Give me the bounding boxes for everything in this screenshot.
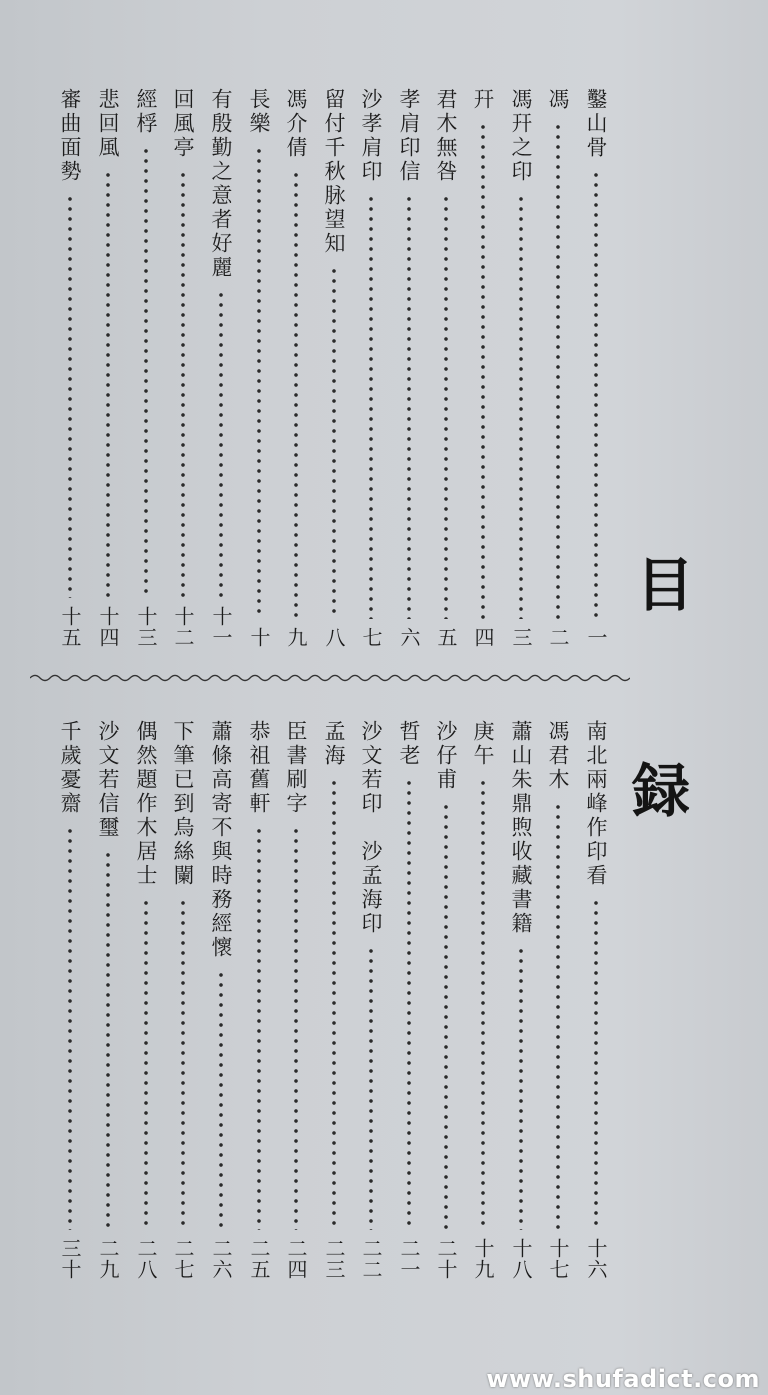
- dot-leader: [594, 898, 598, 1230]
- dot-leader: [106, 170, 110, 598]
- toc-entry-title: 沙文若印 沙孟海印: [359, 720, 383, 936]
- dot-leader: [219, 970, 223, 1230]
- watermark: www.shufadict.com: [486, 1365, 760, 1393]
- toc-entry[interactable]: [393, 88, 425, 648]
- toc-entry-page: 六: [397, 627, 421, 648]
- toc-entry-page: 二二: [359, 1238, 383, 1280]
- dot-leader: [556, 122, 560, 619]
- dot-leader: [481, 778, 485, 1230]
- dot-leader: [519, 946, 523, 1230]
- dot-leader: [519, 194, 523, 619]
- toc-entry-page: 二七: [171, 1238, 195, 1280]
- toc-entry[interactable]: [92, 88, 124, 648]
- toc-entry-title: 經桴: [134, 88, 158, 136]
- dot-leader: [144, 146, 148, 598]
- toc-entry[interactable]: [167, 88, 199, 648]
- toc-entry[interactable]: [393, 720, 425, 1280]
- toc-entry-title: 留付千秋脉望知: [322, 88, 346, 256]
- toc-entry-title: 蕭條高寄不與時務經懷: [209, 720, 233, 960]
- toc-entry[interactable]: [205, 88, 237, 648]
- dot-leader: [294, 170, 298, 619]
- toc-entry-title: 馮幵之印: [509, 88, 533, 184]
- toc-entry-page: 二一: [397, 1238, 421, 1280]
- toc-entry-page: 十一: [209, 606, 233, 648]
- toc-entry-page: 三十: [58, 1238, 82, 1280]
- dot-leader: [257, 146, 261, 619]
- toc-entry-page: 二四: [284, 1238, 308, 1280]
- toc-entry-page: 三: [509, 627, 533, 648]
- toc-entry-title: 幵: [471, 88, 495, 112]
- toc-entry-title: 沙文若信璽: [96, 720, 120, 840]
- toc-entry-page: 十六: [584, 1238, 608, 1280]
- toc-entry-title: 回風亭: [171, 88, 195, 160]
- heading-char-lu: 録: [632, 757, 691, 825]
- dot-leader: [181, 170, 185, 598]
- toc-entry-title: 沙孝肩印: [359, 88, 383, 184]
- toc-entry[interactable]: [505, 720, 537, 1280]
- toc-entry-page: 八: [322, 627, 346, 648]
- toc-entry-page: 九: [284, 627, 308, 648]
- toc-entry-page: 十: [247, 627, 271, 648]
- dot-leader: [257, 826, 261, 1230]
- toc-entry-page: 一: [584, 627, 608, 648]
- toc-entry[interactable]: [467, 88, 499, 648]
- dot-leader: [68, 826, 72, 1230]
- toc-entry[interactable]: [280, 88, 312, 648]
- toc-entry[interactable]: [92, 720, 124, 1280]
- toc-entry[interactable]: [542, 88, 574, 648]
- toc-entry-page: 二六: [209, 1238, 233, 1280]
- dot-leader: [144, 898, 148, 1230]
- toc-entry-title: 有殷勤之意者好麗: [209, 88, 233, 280]
- toc-entry[interactable]: [54, 88, 86, 648]
- toc-entry[interactable]: [54, 720, 86, 1280]
- toc-entry-title: 孝肩印信: [397, 88, 421, 184]
- toc-entry-page: 十二: [171, 606, 195, 648]
- toc-entry[interactable]: [430, 720, 462, 1280]
- toc-entry-title: 君木無咎: [434, 88, 458, 184]
- dot-leader: [369, 194, 373, 619]
- toc-entry-page: 二十: [434, 1238, 458, 1280]
- toc-entry-title: 鑿山骨: [584, 88, 608, 160]
- toc-entry[interactable]: [542, 720, 574, 1280]
- toc-entry[interactable]: [130, 88, 162, 648]
- section-divider: [30, 670, 630, 686]
- toc-entry-page: 十九: [471, 1238, 495, 1280]
- dot-leader: [332, 778, 336, 1230]
- toc-entry-title: 悲回風: [96, 88, 120, 160]
- toc-entry-title: 馮: [546, 88, 570, 112]
- toc-entry[interactable]: [205, 720, 237, 1280]
- toc-entry-title: 南北兩峰作印看: [584, 720, 608, 888]
- toc-entry[interactable]: [280, 720, 312, 1280]
- toc-entry-title: 恭祖舊軒: [247, 720, 271, 816]
- toc-entry-page: 二: [546, 627, 570, 648]
- toc-entry-title: 沙仔甫: [434, 720, 458, 792]
- dot-leader: [481, 122, 485, 619]
- toc-entry-title: 哲老: [397, 720, 421, 768]
- dot-leader: [294, 826, 298, 1230]
- toc-entry[interactable]: [130, 720, 162, 1280]
- toc-entry-title: 臣書刷字: [284, 720, 308, 816]
- toc-entry[interactable]: [580, 720, 612, 1280]
- heading-char-mu: 目: [636, 551, 695, 619]
- dot-leader: [444, 194, 448, 619]
- dot-leader: [444, 802, 448, 1230]
- toc-entry[interactable]: [318, 720, 350, 1280]
- toc-entry-title: 下筆已到烏絲闌: [171, 720, 195, 888]
- toc-entry-page: 十八: [509, 1238, 533, 1280]
- toc-entry-page: 五: [434, 627, 458, 648]
- dot-leader: [407, 194, 411, 619]
- toc-entry-page: 四: [471, 627, 495, 648]
- toc-entry[interactable]: [355, 88, 387, 648]
- dot-leader: [332, 266, 336, 619]
- toc-entry-title: 孟海: [322, 720, 346, 768]
- toc-entry-title: 蕭山朱鼎煦收藏書籍: [509, 720, 533, 936]
- dot-leader: [407, 778, 411, 1230]
- toc-entry-page: 十四: [96, 606, 120, 648]
- dot-leader: [556, 802, 560, 1230]
- toc-entry[interactable]: [430, 88, 462, 648]
- toc-entry-title: 庚午: [471, 720, 495, 768]
- toc-entry-page: 二五: [247, 1238, 271, 1280]
- toc-entry-title: 長樂: [247, 88, 271, 136]
- dot-leader: [181, 898, 185, 1230]
- toc-entry-page: 二八: [134, 1238, 158, 1280]
- toc-entry[interactable]: [505, 88, 537, 648]
- toc-entry-page: 十七: [546, 1238, 570, 1280]
- toc-entry-page: 十五: [58, 606, 82, 648]
- toc-entry[interactable]: [580, 88, 612, 648]
- toc-entry-title: 偶然題作木居士: [134, 720, 158, 888]
- toc-entry-title: 馮介倩: [284, 88, 308, 160]
- toc-entry[interactable]: [318, 88, 350, 648]
- toc-entry-page: 二三: [322, 1238, 346, 1280]
- toc-entry-page: 七: [359, 627, 383, 648]
- toc-entry-title: 千歲憂齋: [58, 720, 82, 816]
- toc-entry[interactable]: [467, 720, 499, 1280]
- toc-entry-page: 十三: [134, 606, 158, 648]
- toc-entry[interactable]: [243, 720, 275, 1280]
- dot-leader: [369, 946, 373, 1230]
- toc-entry-page: 二九: [96, 1238, 120, 1280]
- dot-leader: [106, 850, 110, 1230]
- toc-entry-title: 審曲面勢: [58, 88, 82, 184]
- dot-leader: [594, 170, 598, 619]
- toc-entry[interactable]: [167, 720, 199, 1280]
- toc-entry-title: 馮君木: [546, 720, 570, 792]
- toc-entry[interactable]: [243, 88, 275, 648]
- dot-leader: [68, 194, 72, 598]
- toc-entry[interactable]: [355, 720, 387, 1280]
- dot-leader: [219, 290, 223, 598]
